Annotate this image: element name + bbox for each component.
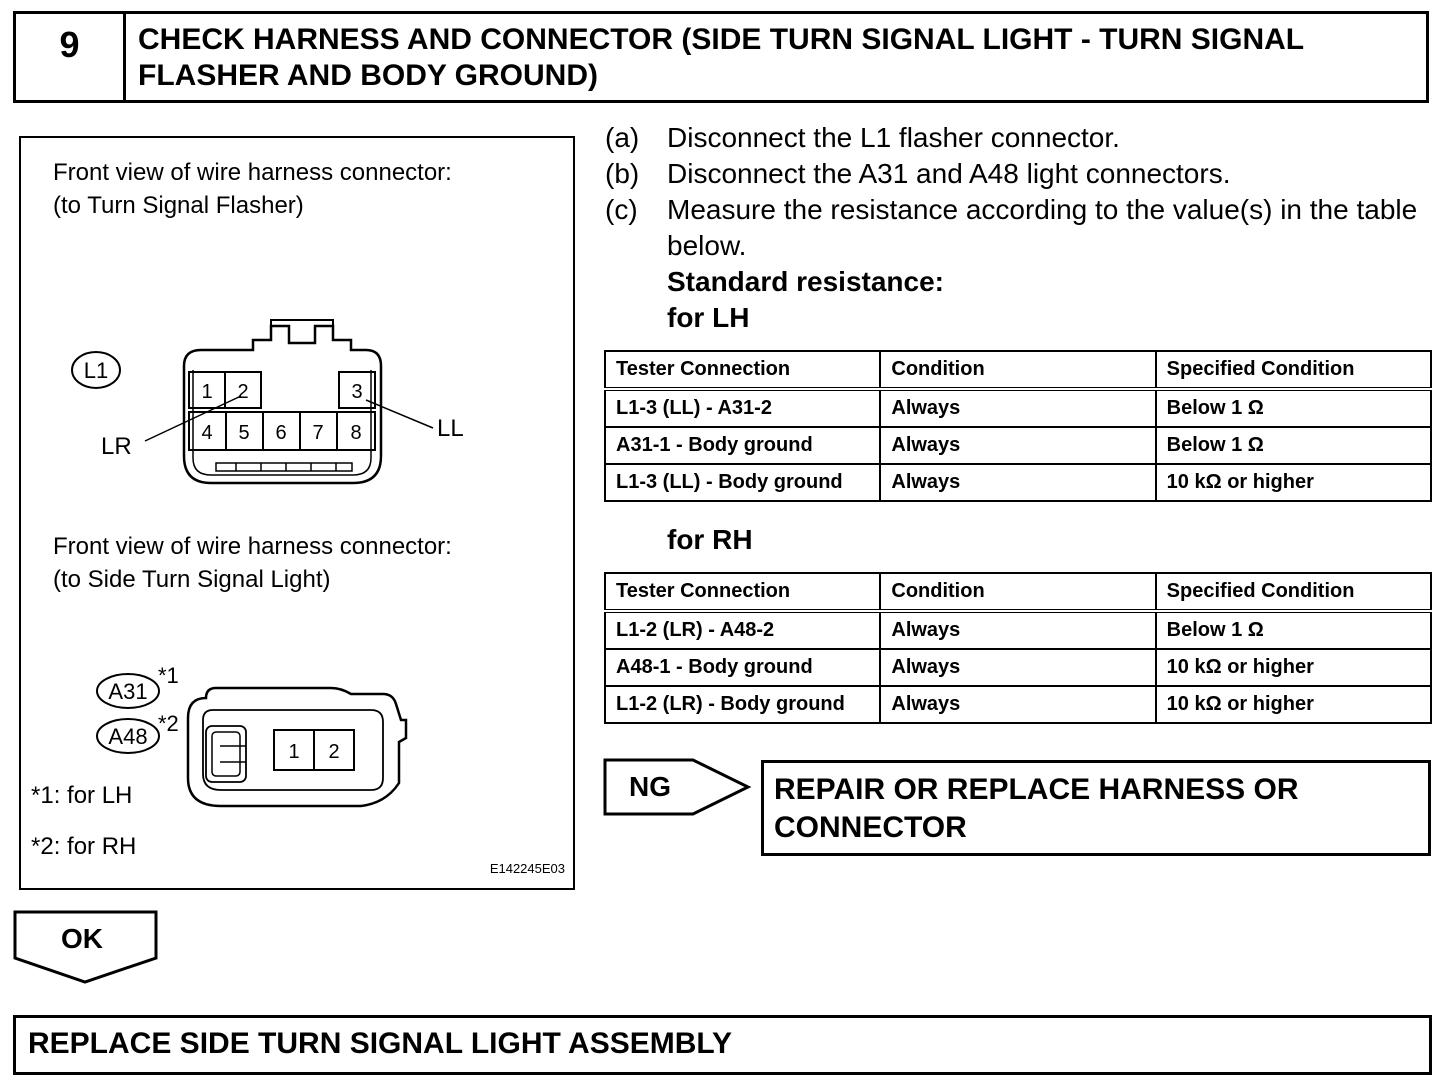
table-row [605,686,1431,723]
cell: Always [880,649,1155,686]
instructions [605,120,1435,336]
light-pin-1: 1 [288,741,300,763]
cell: Always [880,389,1155,427]
cell: 10 kΩ or higher [1156,649,1431,686]
view2-caption-line2: (to Side Turn Signal Light) [53,566,331,593]
cell: Below 1 Ω [1156,611,1431,649]
standard-resistance-heading: Standard resistance: [667,266,944,297]
figure-code: E142245E03 [489,861,565,876]
light-pin-2: 2 [328,741,340,763]
cell: 10 kΩ or higher [1156,464,1431,501]
a31-note: *1 [158,663,179,688]
instruction-a: (a) Disconnect the L1 flasher connector. [605,122,1120,153]
table-row [605,611,1431,649]
l1-label: L1 [83,358,109,383]
header-tester-connection: Tester Connection [605,573,880,611]
pin-5: 5 [238,422,250,444]
rh-resistance-table [604,572,1432,724]
note-lh: *1: for LH [31,782,133,809]
cell: L1-2 (LR) - A48-2 [605,611,880,649]
view2-caption-line1: Front view of wire harness connector: [53,533,452,560]
cell: Always [880,427,1155,464]
header-condition: Condition [880,573,1155,611]
cell: L1-3 (LL) - Body ground [605,464,880,501]
pin-6: 6 [275,422,287,444]
cell: Below 1 Ω [1156,389,1431,427]
ok-action-box: REPLACE SIDE TURN SIGNAL LIGHT ASSEMBLY [13,1015,1432,1075]
cell: L1-3 (LL) - A31-2 [605,389,880,427]
cell: L1-2 (LR) - Body ground [605,686,880,723]
pin-7: 7 [312,422,324,444]
cell: Always [880,611,1155,649]
a48-note: *2 [158,711,179,736]
header-specified-condition: Specified Condition [1156,351,1431,389]
pin-2: 2 [237,381,249,403]
table-row [605,389,1431,427]
table-row [605,427,1431,464]
a48-label: A48 [108,724,148,749]
cell: A31-1 - Body ground [605,427,880,464]
pin-3: 3 [351,381,363,403]
pin-4: 4 [201,422,213,444]
instruction-c: (c) Measure the resistance according to the value(s) in the table below. [605,194,1418,261]
ng-arrow [603,758,753,816]
table-row [605,464,1431,501]
instruction-b: (b) Disconnect the A31 and A48 light connectors. [605,158,1231,189]
view1-caption-line2: (to Turn Signal Flasher) [53,192,304,219]
header-specified-condition: Specified Condition [1156,573,1431,611]
ng-label: NG [629,771,671,802]
connector-figure [19,136,575,890]
table-header-row [605,351,1431,389]
cell: Always [880,686,1155,723]
ng-action-box: REPAIR OR REPLACE HARNESS OR CONNECTOR [761,760,1431,856]
ok-label: OK [61,923,103,954]
cell: Always [880,464,1155,501]
cell: A48-1 - Body ground [605,649,880,686]
lr-callout: LR [101,433,132,460]
cell: 10 kΩ or higher [1156,686,1431,723]
a31-label: A31 [108,679,148,704]
pin-8: 8 [350,422,362,444]
rh-heading: for RH [667,524,753,555]
table-header-row [605,573,1431,611]
step-number: 9 [16,14,126,100]
lh-resistance-table [604,350,1432,502]
view1-caption-line1: Front view of wire harness connector: [53,159,452,186]
note-rh: *2: for RH [31,833,137,860]
step-title: CHECK HARNESS AND CONNECTOR (SIDE TURN SIGNAL LIGHT - TURN SIGNAL FLASHER AND BODY GROUND) [138,23,1304,92]
ok-arrow [13,910,159,986]
header-condition: Condition [880,351,1155,389]
header-tester-connection: Tester Connection [605,351,880,389]
ll-callout: LL [437,415,464,442]
pin-1: 1 [201,381,213,403]
flasher-connector-body [184,326,381,483]
connector-diagram [21,138,573,888]
cell: Below 1 Ω [1156,427,1431,464]
ll-callout-line [366,400,433,428]
step-header [13,11,1429,103]
lh-heading: for LH [667,302,750,333]
table-row [605,649,1431,686]
